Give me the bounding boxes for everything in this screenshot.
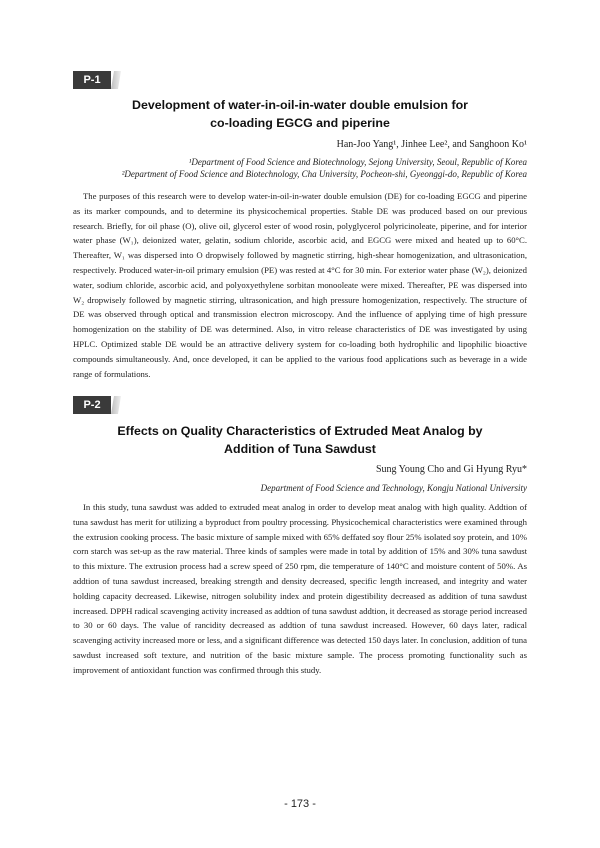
abstract: In this study, tuna sawdust was added to extruded meat analog in order to develop meat analog with high quality. Addtion of tuna sawdust has merit for utilizing a byproduct from poultry processing. Physicochemical characteristics were examined through the extrusion cooking process. The basic mixture of sample mixed with 65% deffated soy flour 25% isolated soy protein, and 10% corn starch was set-up as the raw material. Three kinds of samples were made in total by addition of 15% and 30% tuna sawdust to this mixture. The extrusion process had a screw speed of 250 rpm, die temperature of 140°C and moisture content of 50%. As addtion of tuna sawdust increased, breaking strength and density decreased, specific length increased, and integrity and water holding capacity decreased. Likewise, nitrogen solubility index and protein digestibility decreased as addition of tuna sawdust increased. DPPH radical scavenging activity increased as addtion of tuna sawdust addtion, it decreased as storage period increased to 30 or 60 days. The value of rancidity decreased as addtion of tuna sawdust increased. However, 60 days later, radical scavenging activity increased more or less, and a significant difference was detected 150 days later. In conclusion, addition of tuna sawdust increased soft texture, and nutrition of the basic mixture sample. The process promoting functionality such as improvement of antioxidant function was confirmed through this study. bbox=[73, 502, 527, 675]
paper-badge bbox=[73, 396, 121, 414]
title-line-2: Addition of Tuna Sawdust bbox=[224, 442, 376, 456]
badge-decoration bbox=[111, 71, 121, 89]
affiliation-1: ¹Department of Food Science and Biotechnology, Sejong University, Seoul, Republic of Korea bbox=[188, 157, 527, 167]
paper-title bbox=[60, 422, 540, 458]
page-number: - 173 - bbox=[284, 798, 316, 810]
abstract: The purposes of this research were to develop water-in-oil-in-water double emulsion (DE) for co-loading EGCG and piperine as its marker compounds, and to determine its physicochemical properties. Stable DE was produced based on our previous research. Briefly, for oil phase (O), olive oil, glycerol ester of wood rosin, polyglycerol polyricinoleate, piperine, and for interior water phase (W₁), deionized water, gelatin, sodium chloride, ascorbic acid, and EGCG were mixed and heated up to 60°C. Thereafter, W₁ was dispersed into O dropwisely followed by magnetic stirring, high-shear homogenization, and ultrasonication, respectively. Produced water-in-oil primary emulsion (PE) was rested at 4°C for 30 min. For exterior water phase (W₂), deionized water, sodium chloride, ascorbic acid, and polyoxyethylene sorbitan monooleate were mixed. Thereafter, PE was dispersed into W₂ dropwisely followed by magnetic stirring, ultrasonication, and high pressure homogenization, respectively. The structure of DE was observed through optical and transmission electron microscopy. And the influence of applying time of high pressure homogenization on the stability of DE was determined. Also, in vitro release characteristics of DE was investigated by using HPLC. Optimized stable DE would be an attractive delivery system for co-loading both hydrophilic and lipophilic bioactive compounds simultaneously. And, once developed, it can be applied to the various food applications such as beverage in a wide range of formulations. bbox=[73, 191, 527, 379]
authors: Sung Young Cho and Gi Hyung Ryu* bbox=[375, 464, 527, 475]
paper-badge bbox=[73, 71, 121, 89]
title-line-1: Development of water-in-oil-in-water double emulsion for bbox=[132, 98, 468, 112]
title-line-2: co-loading EGCG and piperine bbox=[210, 116, 390, 130]
affiliation-2: ²Department of Food Science and Biotechnology, Cha University, Pocheon-shi, Gyeonggi-do, Republic of Korea bbox=[121, 169, 527, 179]
authors: Han-Joo Yang¹, Jinhee Lee², and Sanghoon Ko¹ bbox=[336, 139, 527, 150]
badge-label: P-1 bbox=[73, 71, 111, 89]
title-line-1: Effects on Quality Characteristics of Extruded Meat Analog by bbox=[117, 424, 483, 438]
badge-label: P-2 bbox=[73, 396, 111, 414]
badge-decoration bbox=[111, 396, 121, 414]
paper-title bbox=[60, 96, 540, 132]
affiliation-1: Department of Food Science and Technology, Kongju National University bbox=[260, 483, 527, 493]
